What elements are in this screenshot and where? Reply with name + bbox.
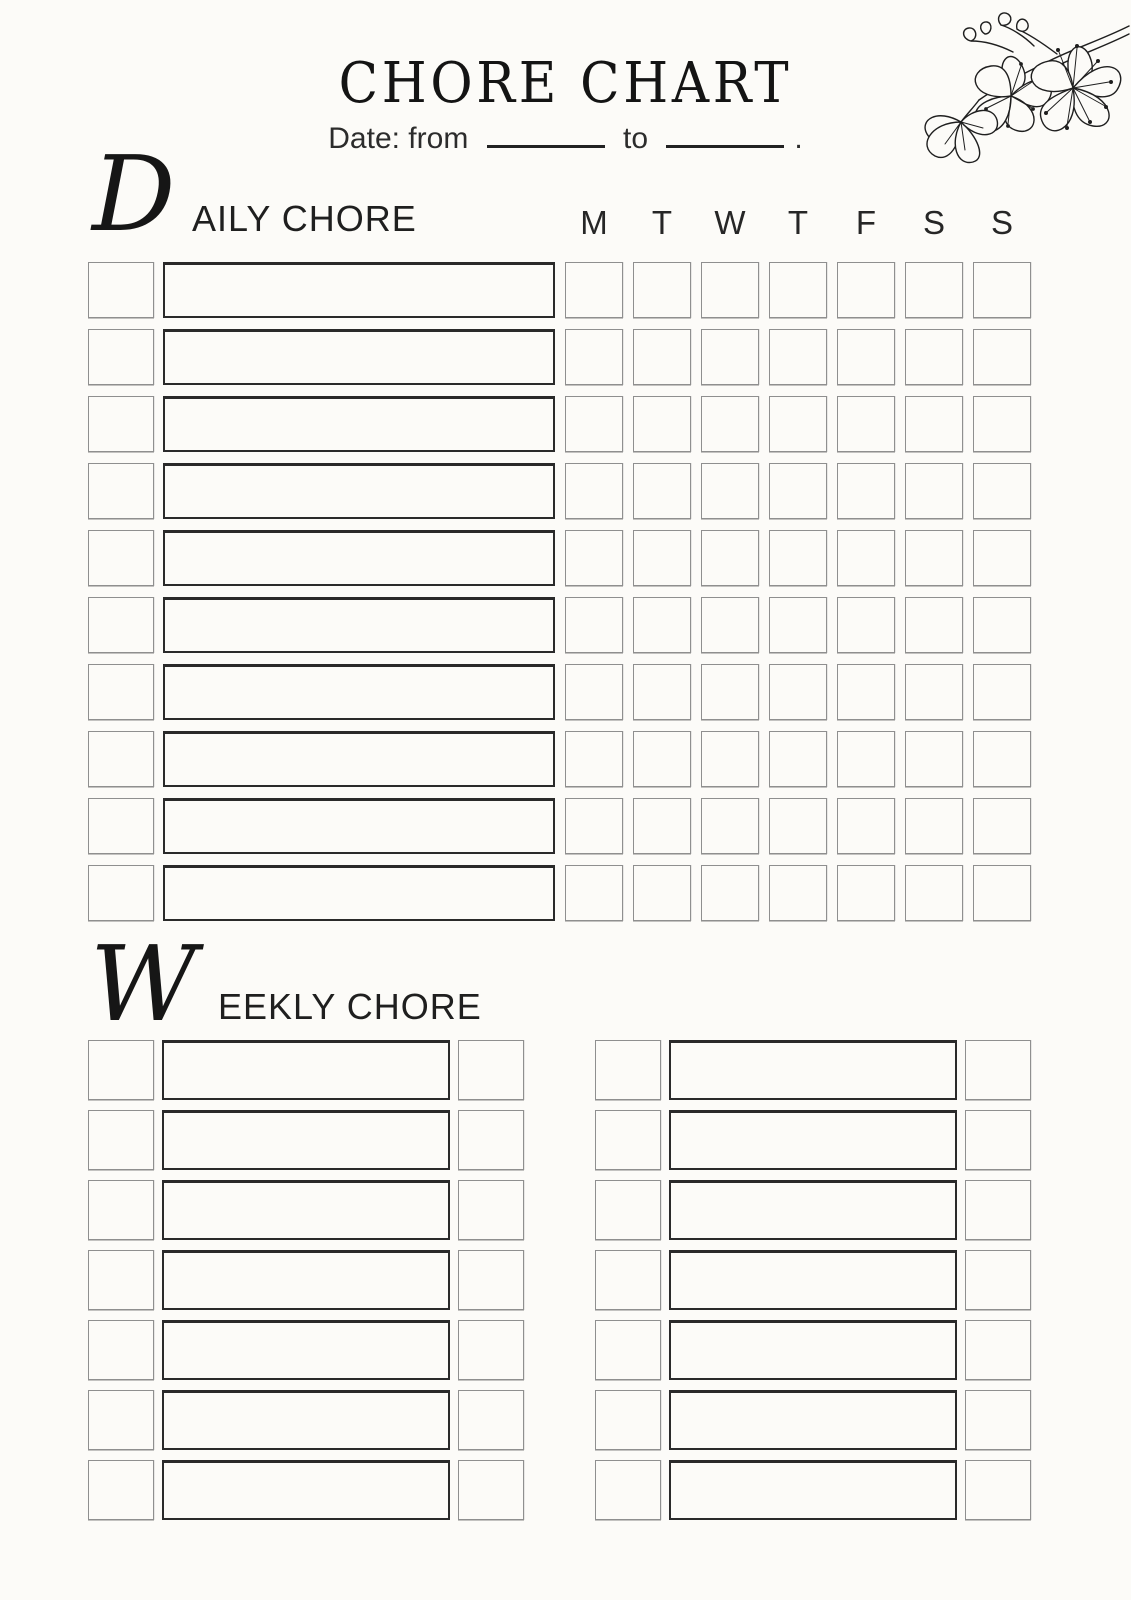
weekly-chore-row <box>595 1040 1031 1100</box>
day-checkbox-monday[interactable] <box>565 865 623 921</box>
weekly-chore-name-box[interactable] <box>162 1320 450 1380</box>
weekly-section-heading <box>88 923 588 1045</box>
day-checkbox-sunday[interactable] <box>973 530 1031 586</box>
daily-chore-name-box[interactable] <box>163 731 555 787</box>
weekly-done-checkbox[interactable] <box>88 1390 154 1450</box>
day-header-friday: F <box>855 204 877 241</box>
weekly-chore-name-box[interactable] <box>669 1250 957 1310</box>
daily-chore-row <box>88 329 1031 385</box>
day-checkbox-wednesday[interactable] <box>701 731 759 787</box>
day-checkbox-tuesday[interactable] <box>633 731 691 787</box>
weekly-extra-checkbox[interactable] <box>965 1460 1031 1520</box>
weekly-extra-checkbox[interactable] <box>965 1250 1031 1310</box>
daily-chore-name-box[interactable] <box>163 396 555 452</box>
weekly-chore-name-box[interactable] <box>669 1460 957 1520</box>
day-checkbox-sunday[interactable] <box>973 597 1031 653</box>
weekly-chore-name-box[interactable] <box>162 1110 450 1170</box>
daily-done-checkbox[interactable] <box>88 396 154 452</box>
daily-done-checkbox[interactable] <box>88 597 154 653</box>
weekly-done-checkbox[interactable] <box>88 1110 154 1170</box>
weekly-chore-name-box[interactable] <box>669 1390 957 1450</box>
daily-chore-name-box[interactable] <box>163 262 555 318</box>
day-checkbox-tuesday[interactable] <box>633 865 691 921</box>
daily-chore-name-box[interactable] <box>163 865 555 921</box>
daily-done-checkbox[interactable] <box>88 798 154 854</box>
daily-chore-row <box>88 664 1031 720</box>
weekly-extra-checkbox[interactable] <box>458 1040 524 1100</box>
weekly-chore-row <box>88 1320 524 1380</box>
weekly-done-checkbox[interactable] <box>88 1250 154 1310</box>
daily-done-checkbox[interactable] <box>88 664 154 720</box>
weekly-column-1 <box>88 1040 524 1530</box>
day-checkbox-wednesday[interactable] <box>701 530 759 586</box>
day-checkbox-monday[interactable] <box>565 597 623 653</box>
page-title: CHORE CHART <box>338 51 793 116</box>
day-checkbox-tuesday[interactable] <box>633 463 691 519</box>
weekly-chore-row <box>595 1250 1031 1310</box>
date-from-label: Date: from <box>328 122 469 155</box>
weekly-extra-checkbox[interactable] <box>965 1390 1031 1450</box>
daily-chore-row <box>88 396 1031 452</box>
weekly-chore-row <box>88 1390 524 1450</box>
weekly-chore-name-box[interactable] <box>669 1320 957 1380</box>
date-from-blank[interactable] <box>487 118 605 148</box>
daily-chore-name-box[interactable] <box>163 597 555 653</box>
weekly-script-initial: W <box>90 923 197 1045</box>
day-checkbox-tuesday[interactable] <box>633 597 691 653</box>
day-checkbox-wednesday[interactable] <box>701 262 759 318</box>
day-checkbox-thursday[interactable] <box>769 865 827 921</box>
day-checkbox-monday[interactable] <box>565 329 623 385</box>
day-header-sunday: S <box>990 204 1013 241</box>
day-checkbox-wednesday[interactable] <box>701 396 759 452</box>
daily-chore-name-box[interactable] <box>163 530 555 586</box>
weekly-done-checkbox[interactable] <box>595 1320 661 1380</box>
day-checkbox-thursday[interactable] <box>769 396 827 452</box>
date-to-label: to <box>623 122 649 155</box>
day-checkbox-friday[interactable] <box>837 396 895 452</box>
daily-chore-name-box[interactable] <box>163 463 555 519</box>
weekly-chore-row <box>88 1180 524 1240</box>
day-checkbox-friday[interactable] <box>837 329 895 385</box>
day-checkbox-wednesday[interactable] <box>701 865 759 921</box>
daily-done-checkbox[interactable] <box>88 329 154 385</box>
weekly-extra-checkbox[interactable] <box>458 1250 524 1310</box>
day-checkbox-friday[interactable] <box>837 463 895 519</box>
weekly-chore-row <box>88 1110 524 1170</box>
weekly-chore-name-box[interactable] <box>162 1040 450 1100</box>
day-checkbox-monday[interactable] <box>565 731 623 787</box>
weekly-grid <box>88 1040 1031 1530</box>
daily-chore-name-box[interactable] <box>163 798 555 854</box>
daily-chore-row <box>88 597 1031 653</box>
day-checkbox-thursday[interactable] <box>769 597 827 653</box>
day-checkbox-tuesday[interactable] <box>633 530 691 586</box>
day-checkbox-sunday[interactable] <box>973 463 1031 519</box>
daily-chore-row <box>88 463 1031 519</box>
day-checkbox-tuesday[interactable] <box>633 329 691 385</box>
weekly-chore-name-box[interactable] <box>669 1040 957 1100</box>
day-header-row <box>565 204 1031 244</box>
weekly-extra-checkbox[interactable] <box>458 1110 524 1170</box>
day-checkbox-sunday[interactable] <box>973 664 1031 720</box>
weekly-chore-name-box[interactable] <box>162 1180 450 1240</box>
day-checkbox-wednesday[interactable] <box>701 664 759 720</box>
weekly-chore-name-box[interactable] <box>162 1460 450 1520</box>
day-checkbox-thursday[interactable] <box>769 262 827 318</box>
day-checkbox-saturday[interactable] <box>905 262 963 318</box>
day-checkbox-thursday[interactable] <box>769 463 827 519</box>
daily-script-initial: D <box>92 133 176 255</box>
day-checkbox-saturday[interactable] <box>905 664 963 720</box>
daily-chore-row <box>88 865 1031 921</box>
day-checkbox-wednesday[interactable] <box>701 463 759 519</box>
day-header-saturday: S <box>922 204 945 241</box>
day-checkbox-sunday[interactable] <box>973 865 1031 921</box>
daily-rows <box>88 262 1031 932</box>
weekly-extra-checkbox[interactable] <box>965 1180 1031 1240</box>
day-checkbox-friday[interactable] <box>837 865 895 921</box>
weekly-extra-checkbox[interactable] <box>458 1320 524 1380</box>
day-checkbox-friday[interactable] <box>837 664 895 720</box>
day-checkbox-wednesday[interactable] <box>701 597 759 653</box>
day-checkbox-wednesday[interactable] <box>701 798 759 854</box>
day-checkbox-monday[interactable] <box>565 798 623 854</box>
weekly-extra-checkbox[interactable] <box>458 1390 524 1450</box>
day-checkbox-thursday[interactable] <box>769 731 827 787</box>
weekly-chore-row <box>595 1180 1031 1240</box>
weekly-extra-checkbox[interactable] <box>965 1040 1031 1100</box>
date-to-blank[interactable] <box>666 118 784 148</box>
weekly-chore-name-box[interactable] <box>669 1180 957 1240</box>
daily-done-checkbox[interactable] <box>88 463 154 519</box>
day-checkbox-sunday[interactable] <box>973 731 1031 787</box>
weekly-done-checkbox[interactable] <box>595 1180 661 1240</box>
day-header-monday: M <box>580 204 608 241</box>
day-checkbox-monday[interactable] <box>565 396 623 452</box>
weekly-chore-row <box>88 1250 524 1310</box>
day-checkbox-monday[interactable] <box>565 530 623 586</box>
daily-done-checkbox[interactable] <box>88 262 154 318</box>
weekly-done-checkbox[interactable] <box>595 1390 661 1450</box>
weekly-chore-row <box>595 1460 1031 1520</box>
day-checkbox-friday[interactable] <box>837 262 895 318</box>
day-checkbox-thursday[interactable] <box>769 798 827 854</box>
day-checkbox-friday[interactable] <box>837 731 895 787</box>
weekly-chore-row <box>88 1040 524 1100</box>
day-checkbox-wednesday[interactable] <box>701 329 759 385</box>
daily-chore-name-box[interactable] <box>163 329 555 385</box>
daily-chore-row <box>88 262 1031 318</box>
day-checkbox-saturday[interactable] <box>905 597 963 653</box>
day-checkbox-monday[interactable] <box>565 664 623 720</box>
weekly-chore-name-box[interactable] <box>162 1390 450 1450</box>
date-end-punctuation: . <box>794 122 803 155</box>
weekly-chore-row <box>88 1460 524 1520</box>
day-checkbox-tuesday[interactable] <box>633 262 691 318</box>
weekly-done-checkbox[interactable] <box>595 1110 661 1170</box>
weekly-chore-row <box>595 1320 1031 1380</box>
day-checkbox-saturday[interactable] <box>905 731 963 787</box>
daily-chore-name-box[interactable] <box>163 664 555 720</box>
daily-chore-row <box>88 530 1031 586</box>
day-checkbox-thursday[interactable] <box>769 329 827 385</box>
weekly-chore-name-box[interactable] <box>162 1250 450 1310</box>
day-checkbox-sunday[interactable] <box>973 262 1031 318</box>
day-checkbox-thursday[interactable] <box>769 664 827 720</box>
day-checkbox-sunday[interactable] <box>973 396 1031 452</box>
weekly-done-checkbox[interactable] <box>595 1250 661 1310</box>
weekly-extra-checkbox[interactable] <box>458 1180 524 1240</box>
weekly-chore-row <box>595 1390 1031 1450</box>
weekly-done-checkbox[interactable] <box>88 1040 154 1100</box>
day-checkbox-saturday[interactable] <box>905 463 963 519</box>
weekly-done-checkbox[interactable] <box>88 1460 154 1520</box>
daily-section-title: AILY CHORE <box>192 198 417 239</box>
weekly-column-2 <box>595 1040 1031 1530</box>
weekly-extra-checkbox[interactable] <box>458 1460 524 1520</box>
day-header-wednesday: W <box>714 204 746 241</box>
day-checkbox-tuesday[interactable] <box>633 664 691 720</box>
day-checkbox-saturday[interactable] <box>905 396 963 452</box>
day-checkbox-sunday[interactable] <box>973 329 1031 385</box>
weekly-done-checkbox[interactable] <box>595 1460 661 1520</box>
weekly-done-checkbox[interactable] <box>88 1320 154 1380</box>
daily-chore-row <box>88 731 1031 787</box>
day-checkbox-saturday[interactable] <box>905 798 963 854</box>
day-checkbox-thursday[interactable] <box>769 530 827 586</box>
day-header-thursday: T <box>787 204 809 241</box>
day-checkbox-saturday[interactable] <box>905 329 963 385</box>
day-checkbox-friday[interactable] <box>837 597 895 653</box>
day-checkbox-saturday[interactable] <box>905 865 963 921</box>
weekly-chore-name-box[interactable] <box>669 1110 957 1170</box>
day-header-tuesday: T <box>651 204 673 241</box>
daily-chore-row <box>88 798 1031 854</box>
weekly-chore-row <box>595 1110 1031 1170</box>
daily-done-checkbox[interactable] <box>88 731 154 787</box>
day-checkbox-friday[interactable] <box>837 798 895 854</box>
day-checkbox-tuesday[interactable] <box>633 396 691 452</box>
weekly-section-title: EEKLY CHORE <box>218 986 482 1027</box>
weekly-done-checkbox[interactable] <box>595 1040 661 1100</box>
day-checkbox-monday[interactable] <box>565 463 623 519</box>
weekly-done-checkbox[interactable] <box>88 1180 154 1240</box>
weekly-extra-checkbox[interactable] <box>965 1320 1031 1380</box>
day-checkbox-monday[interactable] <box>565 262 623 318</box>
day-checkbox-tuesday[interactable] <box>633 798 691 854</box>
weekly-extra-checkbox[interactable] <box>965 1110 1031 1170</box>
day-checkbox-saturday[interactable] <box>905 530 963 586</box>
day-checkbox-friday[interactable] <box>837 530 895 586</box>
day-checkbox-sunday[interactable] <box>973 798 1031 854</box>
daily-done-checkbox[interactable] <box>88 530 154 586</box>
daily-done-checkbox[interactable] <box>88 865 154 921</box>
